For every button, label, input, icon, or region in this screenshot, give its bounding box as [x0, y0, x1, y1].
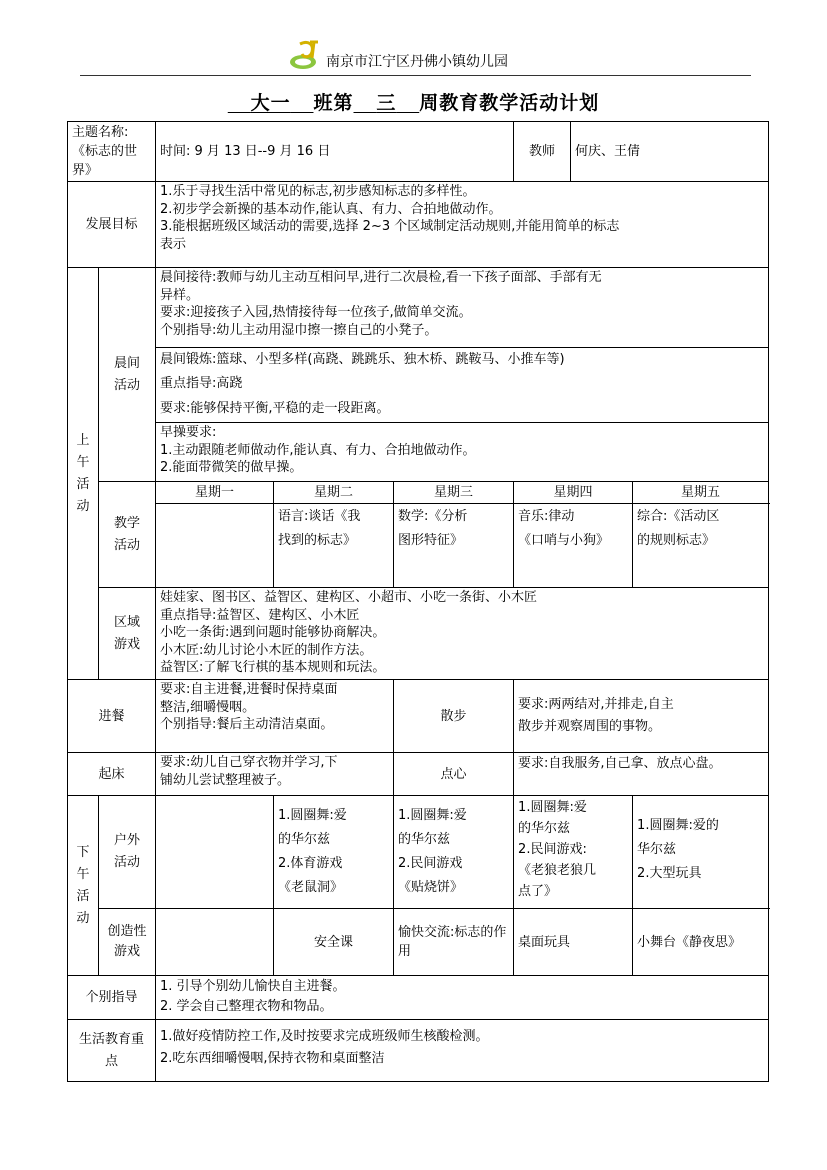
weekly-plan-table: [67, 121, 769, 1082]
afternoon-section-label: 下午活动: [68, 796, 99, 976]
teaching-monday: [156, 504, 274, 588]
creative-monday: [156, 909, 274, 976]
creative-wednesday: 愉快交流:标志的作用: [394, 909, 514, 976]
snack-label: 点心: [394, 753, 514, 796]
life-label: 生活教育重 点: [68, 1020, 156, 1082]
page-title: [0, 88, 827, 115]
teaching-label: 教学活动: [99, 482, 156, 588]
life-cell: 1.做好疫情防控工作,及时按要求完成班级师生核酸检测。 2.吃东西细嚼慢咽,保持衣物和桌面整洁: [156, 1020, 769, 1082]
morning-section-label: 上午活动: [68, 268, 99, 680]
morning-activity-label: 晨间活动: [99, 268, 156, 482]
title-suffix: 周教育教学活动计划: [419, 92, 600, 114]
outdoor-friday: 1.圆圈舞:爱的 华尔兹 2.大型玩具: [633, 796, 769, 909]
snack-cell: 要求:自我服务,自己拿、放点心盘。: [514, 753, 769, 796]
header-divider: [80, 75, 751, 76]
guidance-cell: 1. 引导个别幼儿愉快自主进餐。 2. 学会自己整理衣物和物品。: [156, 976, 769, 1020]
week-number: 三: [376, 92, 397, 114]
day-tuesday: 星期二: [274, 482, 394, 504]
creative-thursday: 桌面玩具: [514, 909, 633, 976]
day-thursday: 星期四: [514, 482, 633, 504]
outdoor-monday: [156, 796, 274, 909]
teaching-wednesday: 数学:《分析 图形特征》: [394, 504, 514, 588]
exercise-cell: 晨间锻炼:篮球、小型多样(高跷、跳跳乐、独木桥、跳鞍马、小推车等) 重点指导:高跷 要求:能够保持平衡,平稳的走一段距离。: [156, 348, 769, 423]
header: [80, 36, 751, 76]
class-label: 班第: [313, 92, 354, 114]
teaching-tuesday: 语言:谈话《我 找到的标志》: [274, 504, 394, 588]
time-cell: 时间: 9 月 13 日--9 月 16 日: [156, 122, 514, 182]
area-label: 区域游戏: [99, 588, 156, 680]
area-cell: 娃娃家、图书区、益智区、建构区、小超市、小吃一条街、小木匠 重点指导:益智区、建构区、小木匠 小吃一条街:遇到问题时能够协商解决。 小木匠:幼儿讨论小木匠的制作方法。 益智区:了解飞行棋的基本规则和玩法。: [156, 588, 769, 680]
walk-label: 散步: [394, 680, 514, 753]
meal-label: 进餐: [68, 680, 156, 753]
teacher-label: 教师: [514, 122, 571, 182]
teaching-friday: 综合:《活动区 的规则标志》: [633, 504, 769, 588]
creative-label: 创造性游戏: [99, 909, 156, 976]
theme-cell: 主题名称:《标志的世 界》: [68, 122, 156, 182]
teacher-names: 何庆、王倩: [571, 122, 769, 182]
day-wednesday: 星期三: [394, 482, 514, 504]
school-name: 南京市江宁区丹佛小镇幼儿园: [326, 54, 508, 70]
wake-label: 起床: [68, 753, 156, 796]
day-friday: 星期五: [633, 482, 769, 504]
day-monday: 星期一: [156, 482, 274, 504]
wake-cell: 要求:幼儿自己穿衣物并学习,下 铺幼儿尝试整理被子。: [156, 753, 394, 796]
goals-cell: 1.乐于寻找生活中常见的标志,初步感知标志的多样性。 2.初步学会新操的基本动作,能认真、有力、合拍地做动作。 3.能根据班级区域活动的需要,选择 2~3 个区域制定活动规则,并能用简单的标志 表示: [156, 182, 769, 268]
meal-cell: 要求:自主进餐,进餐时保持桌面 整洁,细嚼慢咽。 个别指导:餐后主动清洁桌面。: [156, 680, 394, 753]
outdoor-wednesday: 1.圆圈舞:爱 的华尔兹 2.民间游戏 《贴烧饼》: [394, 796, 514, 909]
drill-cell: 早操要求: 1.主动跟随老师做动作,能认真、有力、合拍地做动作。 2.能面带微笑的做早操。: [156, 423, 769, 482]
teaching-thursday: 音乐:律动 《口哨与小狗》: [514, 504, 633, 588]
goals-label: 发展目标: [68, 182, 156, 268]
outdoor-tuesday: 1.圆圈舞:爱 的华尔兹 2.体育游戏 《老鼠洞》: [274, 796, 394, 909]
class-name: 大一: [250, 92, 291, 114]
guidance-label: 个别指导: [68, 976, 156, 1020]
reception-cell: 晨间接待:教师与幼儿主动互相问早,进行二次晨检,看一下孩子面部、手部有无 异样。 要求:迎接孩子入园,热情接待每一位孩子,做简单交流。 个别指导:幼儿主动用湿巾擦一擦自己的小凳子。: [156, 268, 769, 348]
creative-friday: 小舞台《静夜思》: [633, 909, 769, 976]
outdoor-label: 户外活动: [99, 796, 156, 909]
outdoor-thursday: 1.圆圈舞:爱 的华尔兹 2.民间游戏: 《老狼老狼几 点了》: [514, 796, 633, 909]
creative-tuesday: 安全课: [274, 909, 394, 976]
walk-cell: 要求:两两结对,并排走,自主 散步并观察周围的事物。: [514, 680, 769, 753]
school-logo-icon: [288, 40, 324, 72]
